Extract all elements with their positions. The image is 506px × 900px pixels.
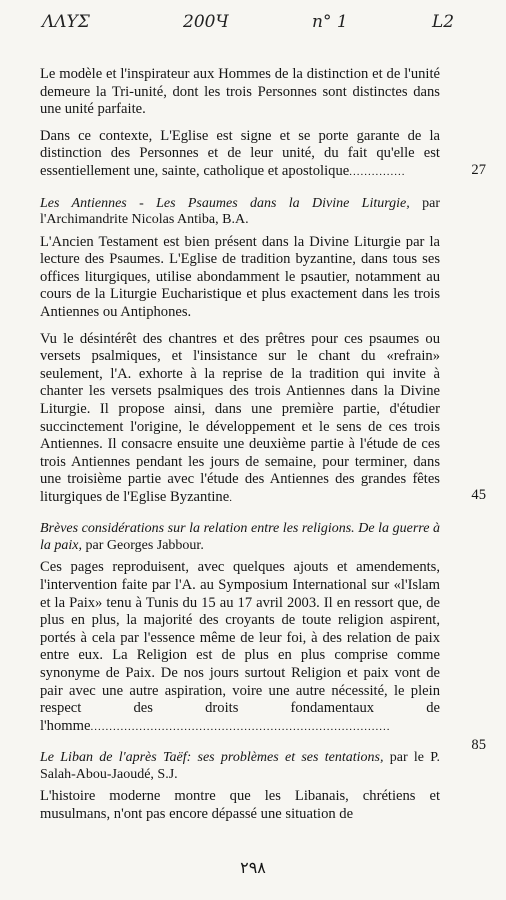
title-text: Les Antiennes - Les Psaumes dans la Divine Liturgie, bbox=[40, 195, 410, 211]
author-text: par Georges Jabbour. bbox=[82, 537, 204, 553]
leader-dots: . bbox=[229, 491, 233, 504]
handwritten-code: L2 bbox=[432, 12, 455, 32]
handwritten-note: ΛΛΥΣ bbox=[42, 12, 90, 32]
paragraph-text: Dans ce contexte, L'Eglise est signe et se porte garante de la distinction des Personnes et de leur unité, du fait qu'elle est essentiellement une, sainte, catholique et apostolique bbox=[40, 127, 440, 179]
paragraph bbox=[40, 559, 440, 736]
page-number: 85 bbox=[471, 737, 486, 753]
paragraph-text: Ces pages reproduisent, avec quelques ajouts et amendements, l'intervention faite par l'A. au Symposium International sur «l'Islam et la Paix» tenu à Tunis du 15 au 17 avril 2003. Il en ressort que, de plus en plus, la majorité des croyants de toute religion aspirent, portés à cela par l'essence même de leur foi, à des relation de paix entre eux. La Religion est de plus en plus comprise comme synonyme de Paix. De nos jours surtout Religion et paix vont de pair avec une autre aspiration, voire une autre nécessité, le plein respect des droits fondamentaux de l'homme bbox=[40, 559, 440, 734]
article-title bbox=[40, 521, 440, 554]
author-text: par le P. Salah-Abou-Jaoudé, S.J. bbox=[40, 750, 441, 782]
paragraph: Le modèle et l'inspirateur aux Hommes de la distinction et de l'unité demeure la Tri-unité, dont les trois Personnes sont distinctes dans une unité parfaite. bbox=[40, 66, 440, 118]
paragraph bbox=[40, 128, 440, 182]
page-number: 45 bbox=[471, 487, 486, 503]
title-text: Brèves considérations sur la relation entre les religions. De la guerre à la paix, bbox=[40, 521, 440, 553]
page-number: 27 bbox=[471, 162, 486, 178]
title-text: Le Liban de l'après Taëf: ses problèmes et ses tentations, bbox=[40, 750, 384, 766]
leader-dots: ............... bbox=[349, 165, 406, 178]
paragraph: L'histoire moderne montre que les Libanais, chrétiens et musulmans, n'ont pas encore dépassé une situation de bbox=[40, 788, 440, 822]
handwritten-issue: n° 1 bbox=[312, 12, 348, 32]
paragraph bbox=[40, 331, 440, 508]
document-body bbox=[40, 66, 440, 833]
paragraph-text: Vu le désintérêt des chantres et des prêtres pour ces psaumes ou versets psalmiques, et l'insistance sur le chant du «refrain» seulement, l'A. exhorte à la reprise de la tradition qui invite à chanter les versets psalmiques des trois Antiennes dans la Divine Liturgie. Il propose ainsi, dans une première partie, d'étudier succinctement l'origine, le développement et le sens de ces trois Antiennes. Il consacre ensuite une deuxième partie à l'étude de ces trois Antiennes pendant les jours de semaine, pour terminer, dans une troisième partie avec l'étude des Antiennes des grandes fêtes liturgiques de l'Eglise Byzantine bbox=[40, 330, 440, 505]
article-title bbox=[40, 196, 440, 229]
paragraph: L'Ancien Testament est bien présent dans la Divine Liturgie par la lecture des Psaumes. L'Eglise de tradition byzantine, dans tous ses offices liturgiques, utilise abondamment le psautier, notamment au cours de la Liturgie Eucharistique et plus exactement dans les trois Antiennes ou Antiphones. bbox=[40, 233, 440, 320]
author-text: par l'Archimandrite Nicolas Antiba, B.A. bbox=[40, 195, 440, 228]
article-title bbox=[40, 750, 440, 783]
leader-dots: ................................................................................ bbox=[90, 720, 391, 733]
handwritten-year: 200Ч bbox=[183, 12, 229, 32]
footer-page-number: ٢٩٨ bbox=[240, 860, 266, 877]
